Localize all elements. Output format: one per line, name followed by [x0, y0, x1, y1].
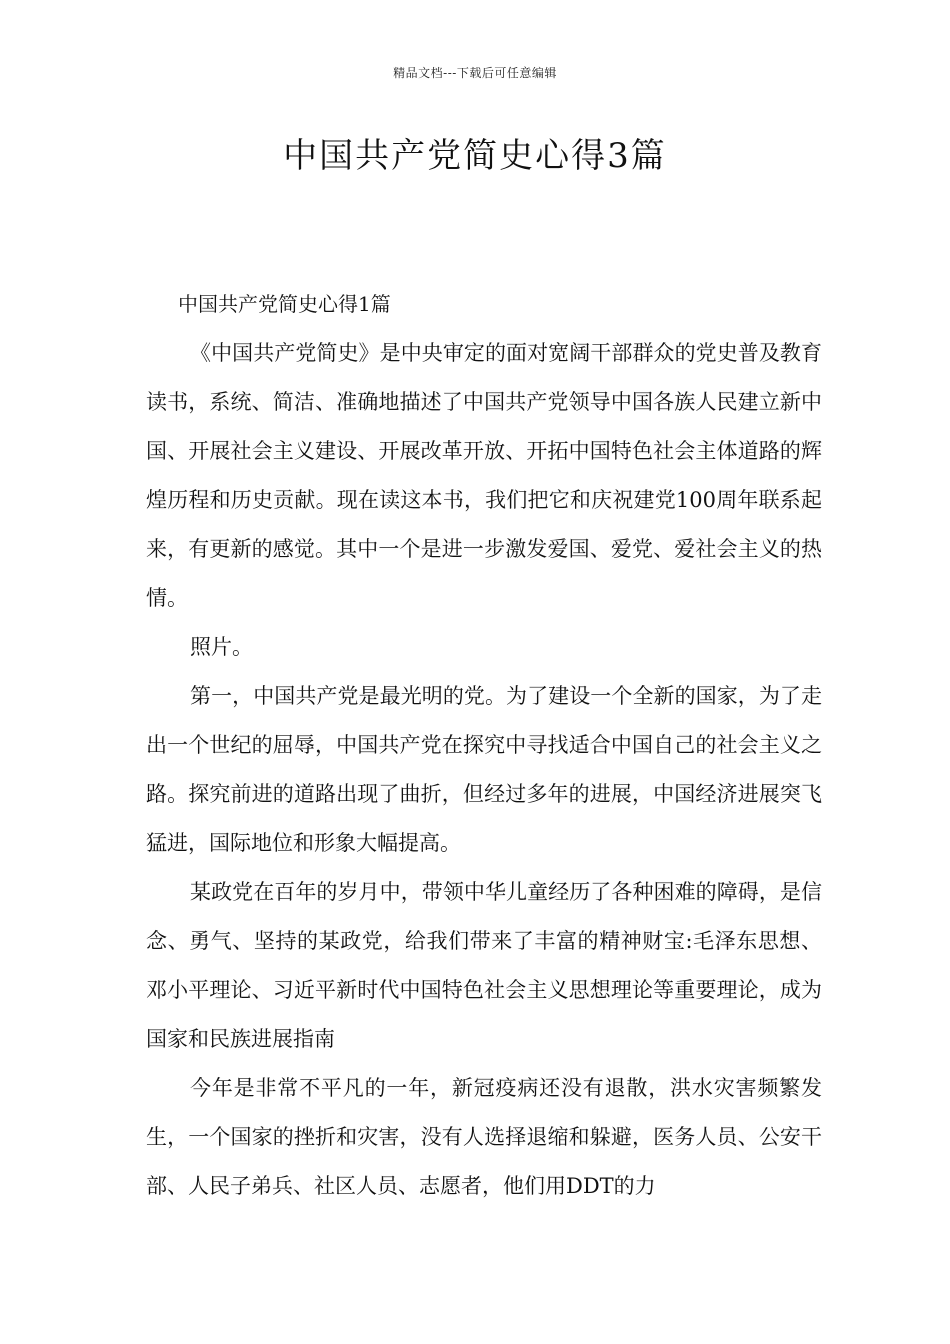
document-body	[146, 280, 822, 1211]
section-heading: 中国共产党简史心得1篇	[178, 292, 391, 316]
paragraph-party-history: 某政党在百年的岁月中，带领中华儿童经历了各种困难的障碍，是信念、勇气、坚持的某政党，给我们带来了丰富的精神财宝:毛泽东思想、邓小平理论、习近平新时代中国特色社会主义思想理论等重要理论，成为国家和民族进展指南	[146, 880, 822, 1051]
paragraph-photo: 照片。	[190, 635, 253, 659]
paragraph-this-year: 今年是非常不平凡的一年，新冠疫病还没有退散，洪水灾害频繁发生，一个国家的挫折和灾害，没有人选择退缩和躲避，医务人员、公安干部、人民子弟兵、社区人员、志愿者，他们用DDT的力	[146, 1076, 822, 1198]
paragraph-first-point: 第一，中国共产党是最光明的党。为了建设一个全新的国家，为了走出一个世纪的屈辱，中国共产党在探究中寻找适合中国自己的社会主义之路。探究前进的道路出现了曲折，但经过多年的进展，中国经济进展突飞猛进，国际地位和形象大幅提高。	[146, 684, 822, 855]
header-note: 精品文档---下载后可任意编辑	[393, 66, 557, 80]
paragraph-intro: 《中国共产党简史》是中央审定的面对宽阔干部群众的党史普及教育读书，系统、简洁、准确地描述了中国共产党领导中国各族人民建立新中国、开展社会主义建设、开展改革开放、开拓中国特色社会主体道路的辉煌历程和历史贡献。现在读这本书，我们把它和庆祝建党100周年联系起来，有更新的感觉。其中一个是进一步激发爱国、爱党、爱社会主义的热情。	[146, 341, 822, 610]
document-title: 中国共产党简史心得3篇	[283, 136, 667, 176]
